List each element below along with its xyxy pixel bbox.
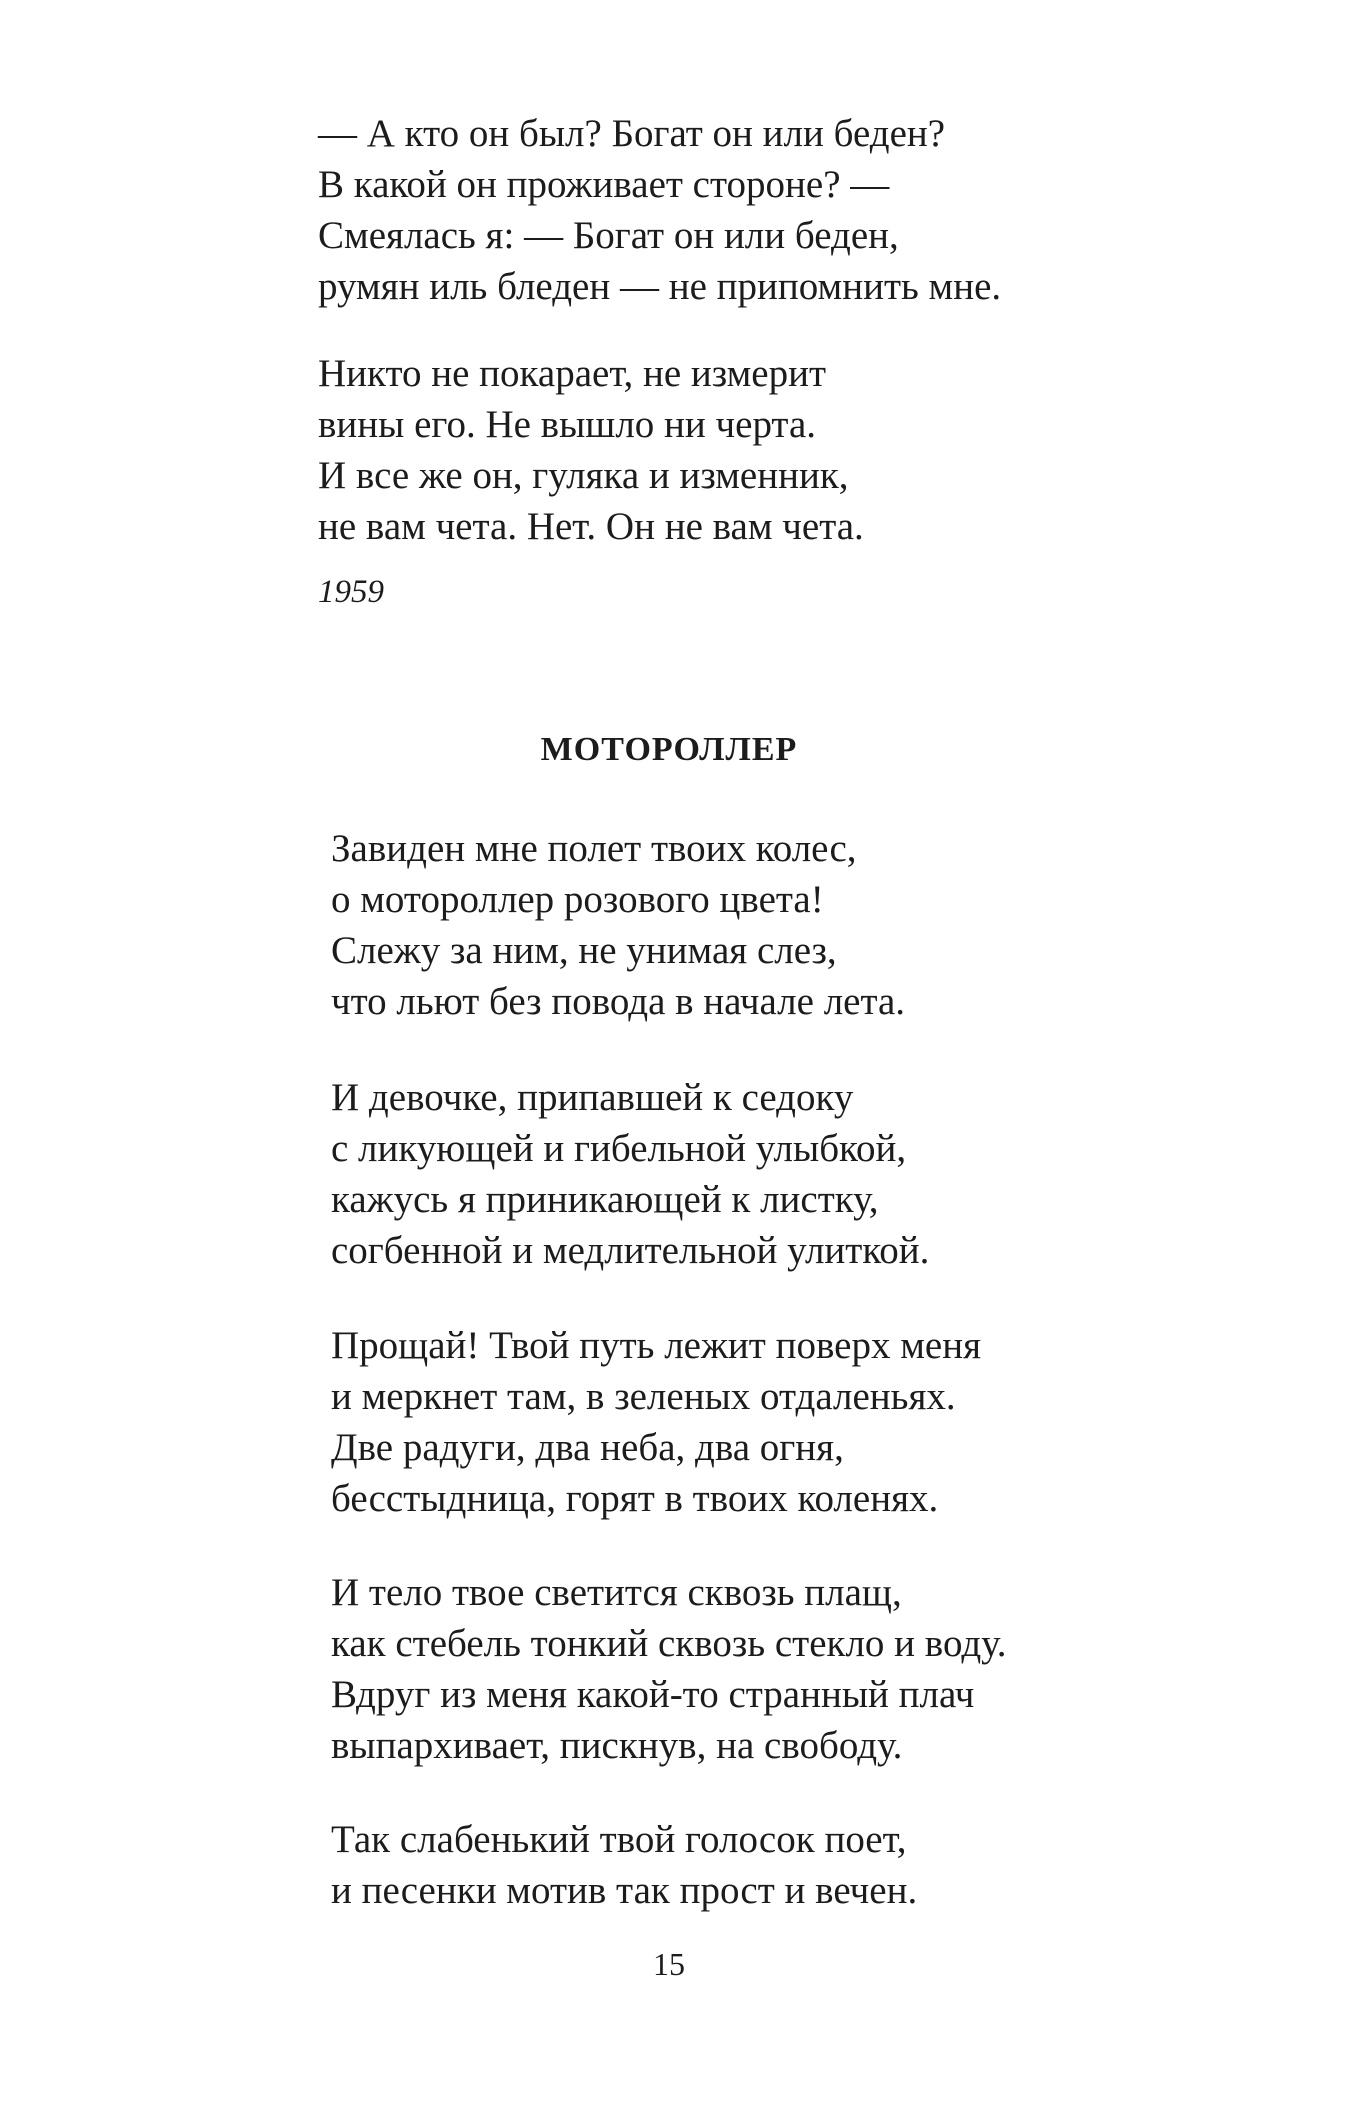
previous-poem-stanza: [318, 348, 864, 552]
poem-line: и песенки мотив так прост и вечен.: [331, 1869, 918, 1912]
poem-line: Никто не покарает, не измерит: [318, 352, 827, 395]
poem-line: о мотороллер розового цвета!: [331, 878, 824, 921]
poem-line: — А кто он был? Богат он или беден?: [318, 112, 946, 155]
poem-line: согбенной и медлительной улиткой.: [331, 1229, 930, 1272]
poem-date: 1959: [318, 574, 384, 610]
poem-stanza: [331, 1072, 929, 1276]
poem-stanza: [331, 1567, 1007, 1771]
poem-line: Вдруг из меня какой-то странный плач: [331, 1673, 975, 1716]
poem-line: с ликующей и гибельной улыбкой,: [331, 1127, 907, 1170]
poem-line: что льют без повода в начале лета.: [331, 980, 906, 1023]
poem-title: МОТОРОЛЛЕР: [540, 731, 798, 768]
poem-line: Завиден мне полет твоих колес,: [331, 827, 857, 870]
poem-stanza: [331, 1814, 917, 1916]
poem-line: Смеялась я: — Богат он или беден,: [318, 214, 899, 257]
poem-line: Так слабенький твой голосок поет,: [331, 1818, 907, 1861]
poem-line: как стебель тонкий сквозь стекло и воду.: [331, 1622, 1007, 1665]
poem-line: не вам чета. Нет. Он не вам чета.: [318, 505, 864, 548]
poem-line: румян иль бледен — не припомнить мне.: [318, 265, 1002, 308]
poem-line: И тело твое светится сквозь плащ,: [331, 1571, 902, 1614]
poem-line: выпархивает, пискнув, на свободу.: [331, 1724, 903, 1767]
poem-stanza: [331, 823, 905, 1027]
page-number: 15: [653, 1946, 685, 1982]
poem-stanza: [331, 1320, 981, 1524]
poem-line: И все же он, гуляка и изменник,: [318, 454, 849, 497]
poem-line: вины его. Не вышло ни черта.: [318, 403, 817, 446]
previous-poem-stanza: [318, 108, 1001, 312]
poem-line: кажусь я приникающей к листку,: [331, 1178, 879, 1221]
poem-line: Прощай! Твой путь лежит поверх меня: [331, 1324, 982, 1367]
poem-line: и меркнет там, в зеленых отдаленьях.: [331, 1375, 956, 1418]
poem-line: Две радуги, два неба, два огня,: [331, 1426, 844, 1469]
poem-line: В какой он проживает стороне? —: [318, 163, 890, 206]
poem-line: бесстыдница, горят в твоих коленях.: [331, 1477, 939, 1520]
poem-line: Слежу за ним, не унимая слез,: [331, 929, 837, 972]
poem-line: И девочке, припавшей к седоку: [331, 1076, 854, 1119]
